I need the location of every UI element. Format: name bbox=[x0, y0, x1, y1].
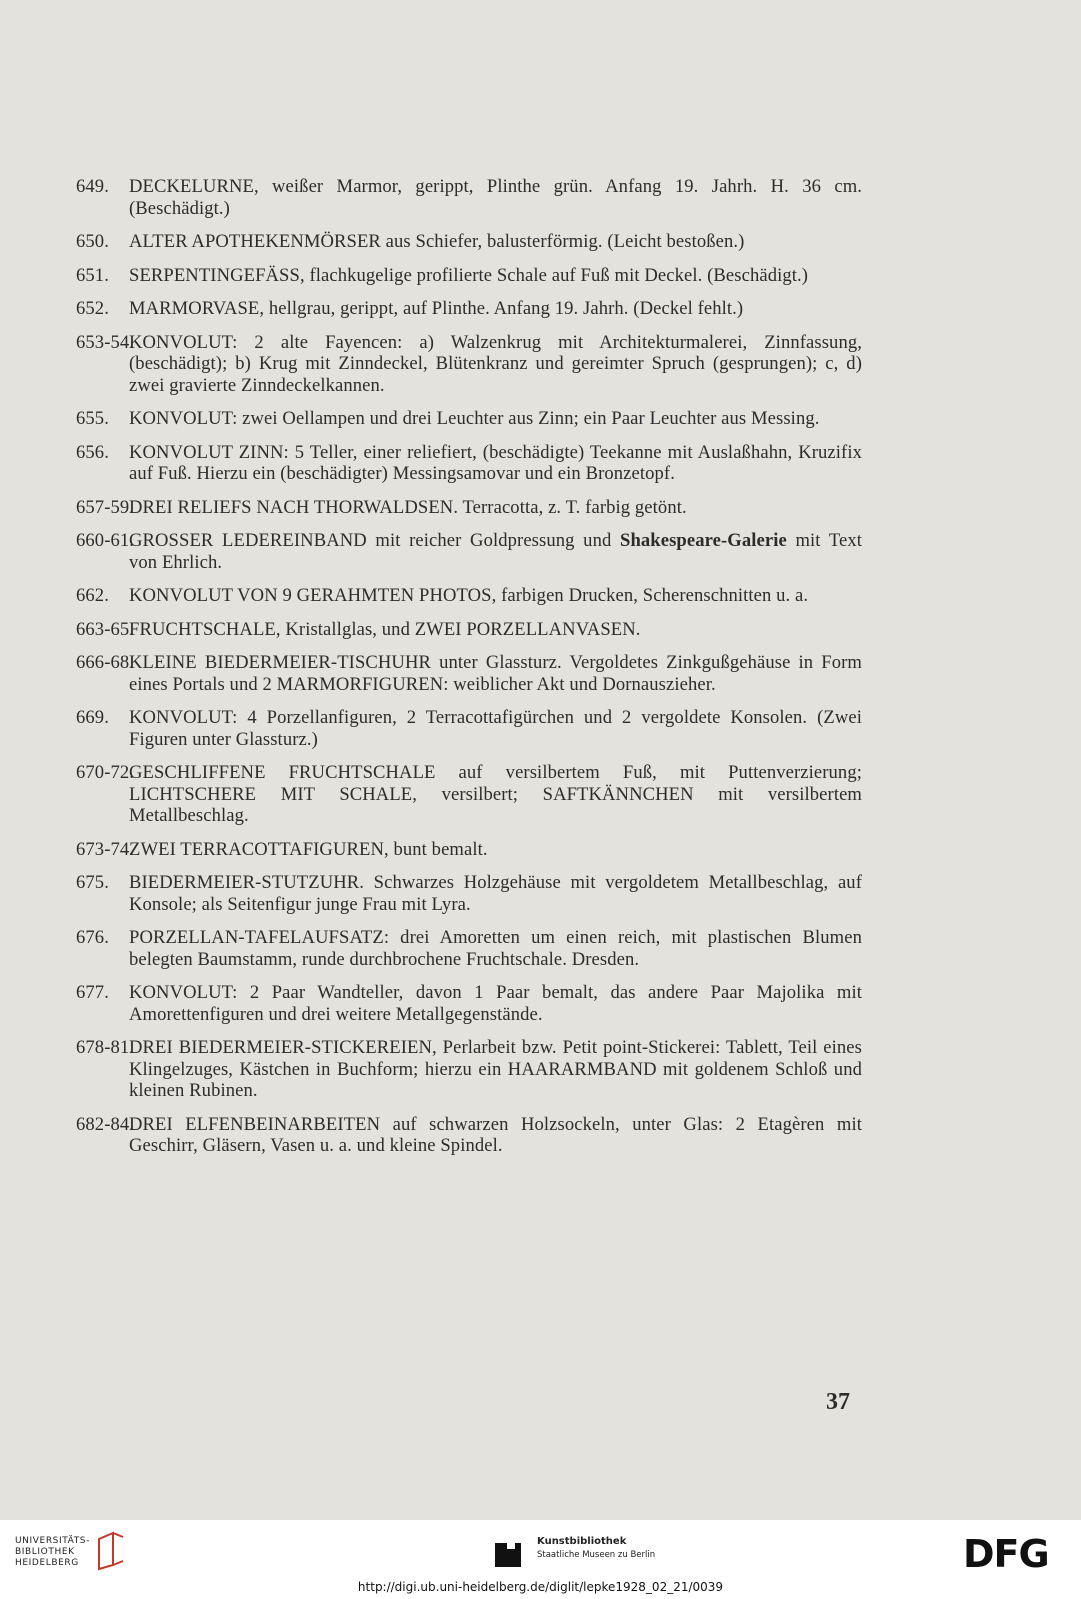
catalog-entry bbox=[76, 442, 862, 485]
catalog-entry bbox=[76, 298, 862, 320]
entry-text: GROSSER LEDEREINBAND mit reicher Goldpressung und bbox=[129, 530, 612, 551]
entry-number: 651. bbox=[76, 264, 109, 286]
entry-text: KLEINE BIEDERMEIER-TISCHUHR unter Glassturz. Vergoldetes Zinkgußgehäuse in Form eines Portals und 2 MARMORFIGUREN: weiblicher Akt und Dornauszieher. bbox=[129, 652, 862, 695]
entry-number: 677. bbox=[76, 982, 109, 1003]
source-url[interactable]: http://digi.ub.uni-heidelberg.de/diglit/lepke1928_02_21/0039 bbox=[357, 1580, 724, 1594]
university-library-label bbox=[15, 1536, 90, 1569]
catalog-entry bbox=[76, 497, 862, 519]
entry-number: 649. bbox=[76, 176, 109, 197]
catalog-entry bbox=[76, 408, 862, 430]
entry-text: ALTER APOTHEKENMÖRSER aus Schiefer, balusterförmig. (Leicht bestoßen.) bbox=[129, 231, 745, 252]
entry-number: 669. bbox=[76, 707, 109, 728]
entry-text: KONVOLUT: 2 alte Fayencen: a) Walzenkrug mit Architekturmalerei, Zinnfassung, (beschädigt); b) Krug mit Zinndeckel, Blütenkranz und gereimter Spruch (gesprungen); c, d) zwei gravierte Zinndeckelkannen. bbox=[129, 331, 862, 396]
catalog-entry bbox=[76, 530, 862, 573]
entry-number: 682-84. bbox=[76, 1113, 135, 1135]
entry-text: ZWEI TERRACOTTAFIGUREN, bunt bemalt. bbox=[129, 838, 488, 860]
entry-number: 662. bbox=[76, 585, 109, 606]
catalog-entry bbox=[76, 231, 862, 253]
entry-text: KONVOLUT ZINN: 5 Teller, einer reliefiert, (beschädigte) Teekanne mit Auslaßhahn, Kruzifix auf Fuß. Hierzu ein (beschädigter) Messingsamovar und ein Bronzetopf. bbox=[129, 441, 862, 484]
kunstbibliothek-subtitle: Staatliche Museen zu Berlin bbox=[537, 1550, 656, 1560]
catalog-entry bbox=[76, 839, 862, 861]
page-number: 37 bbox=[826, 1389, 850, 1415]
entry-text: BIEDERMEIER-STUTZUHR. Schwarzes Holzgehäuse mit vergoldetem Metallbeschlag, auf Konsole; als Seitenfigur junge Frau mit Lyra. bbox=[129, 872, 862, 915]
catalog-entry bbox=[76, 982, 862, 1025]
entry-number: 663-65. bbox=[76, 618, 135, 640]
entry-text: DREI ELFENBEINARBEITEN auf schwarzen Holzsockeln, unter Glas: 2 Etagèren mit Geschirr, Gläsern, Vasen u. a. und kleine Spindel. bbox=[129, 1113, 862, 1156]
university-line-1: UNIVERSITÄTS- bbox=[15, 1536, 90, 1546]
catalog-entry bbox=[76, 652, 862, 695]
entry-text: SERPENTINGEFÄSS, flachkugelige profilierte Schale auf Fuß mit Deckel. (Beschädigt.) bbox=[129, 264, 809, 286]
entry-number: 657-59. bbox=[76, 496, 135, 518]
entry-number: 673-74. bbox=[76, 838, 135, 860]
catalog-entry bbox=[76, 707, 862, 750]
dfg-logo: DFG bbox=[963, 1532, 1049, 1576]
entry-number: 650. bbox=[76, 231, 109, 252]
entry-text: KONVOLUT VON 9 GERAHMTEN PHOTOS, farbigen Drucken, Scherenschnitten u. a. bbox=[129, 585, 809, 606]
entry-text: DREI BIEDERMEIER-STICKEREIEN, Perlarbeit bzw. Petit point-Stickerei: Tablett, Teil eines Klingelzuges, Kästchen in Buchform; hierzu ein HAARARMBAND mit goldenem Schloß und kleinen Rubinen. bbox=[129, 1037, 862, 1101]
entry-number: 678-81. bbox=[76, 1037, 135, 1058]
entry-text: DREI RELIEFS NACH THORWALDSEN. Terracotta, z. T. farbig getönt. bbox=[129, 496, 687, 518]
entry-number: 666-68. bbox=[76, 652, 135, 673]
catalog-entry bbox=[76, 762, 862, 827]
entry-text: DECKELURNE, weißer Marmor, gerippt, Plinthe grün. Anfang 19. Jahrh. H. 36 cm. (Beschädigt.) bbox=[129, 176, 862, 219]
entry-text: FRUCHTSCHALE, Kristallglas, und ZWEI PORZELLANVASEN. bbox=[129, 618, 641, 640]
entry-number: 676. bbox=[76, 927, 109, 948]
entry-number: 655. bbox=[76, 408, 109, 429]
catalog-entry bbox=[76, 927, 862, 970]
catalog-entry bbox=[76, 1114, 862, 1157]
catalog-entry bbox=[76, 1037, 862, 1102]
entry-bold-title: Shakespeare-Galerie bbox=[620, 530, 787, 551]
entry-number: 660-61. bbox=[76, 530, 135, 551]
catalog-entry bbox=[76, 585, 862, 607]
entry-number: 653-54. bbox=[76, 331, 135, 353]
catalog-entry bbox=[76, 619, 862, 641]
entry-text: PORZELLAN-TAFELAUFSATZ: drei Amoretten um einen reich, mit plastischen Blumen belegten Baumstamm, runde durchbrochene Fruchtschale. Dresden. bbox=[129, 927, 862, 970]
kunstbibliothek-label bbox=[537, 1535, 655, 1562]
kunstbibliothek-title: Kunstbibliothek bbox=[537, 1536, 627, 1547]
entry-number: 656. bbox=[76, 441, 109, 463]
entry-number: 670-72. bbox=[76, 762, 135, 783]
catalog-entry bbox=[76, 872, 862, 915]
entry-text: MARMORVASE, hellgrau, gerippt, auf Plinthe. Anfang 19. Jahrh. (Deckel fehlt.) bbox=[129, 298, 744, 319]
entry-text: KONVOLUT: 4 Porzellanfiguren, 2 Terracottafigürchen und 2 vergoldete Konsolen. (Zwei Figuren unter Glassturz.) bbox=[129, 707, 862, 750]
entry-number: 675. bbox=[76, 872, 109, 893]
kunstbibliothek-logo-icon bbox=[495, 1537, 529, 1569]
catalog-entries bbox=[76, 176, 862, 1169]
catalog-entry bbox=[76, 265, 862, 287]
entry-text-continued: mit Text von Ehrlich. bbox=[129, 530, 862, 573]
university-logo-icon bbox=[95, 1531, 127, 1571]
entry-text: GESCHLIFFENE FRUCHTSCHALE auf versilbertem Fuß, mit Puttenverzierung; LICHTSCHERE MIT SCHALE, versilbert; SAFTKÄNNCHEN mit versilbertem Metallbeschlag. bbox=[129, 762, 862, 826]
catalog-entry bbox=[76, 176, 862, 219]
entry-text: KONVOLUT: 2 Paar Wandteller, davon 1 Paar bemalt, das andere Paar Majolika mit Amorettenfiguren und drei weitere Metallgegenstände. bbox=[129, 982, 862, 1025]
university-line-3: HEIDELBERG bbox=[15, 1558, 79, 1568]
entry-text: KONVOLUT: zwei Oellampen und drei Leuchter aus Zinn; ein Paar Leuchter aus Messing. bbox=[129, 408, 820, 429]
university-line-2: BIBLIOTHEK bbox=[15, 1547, 75, 1557]
catalog-entry bbox=[76, 332, 862, 397]
entry-number: 652. bbox=[76, 298, 109, 319]
